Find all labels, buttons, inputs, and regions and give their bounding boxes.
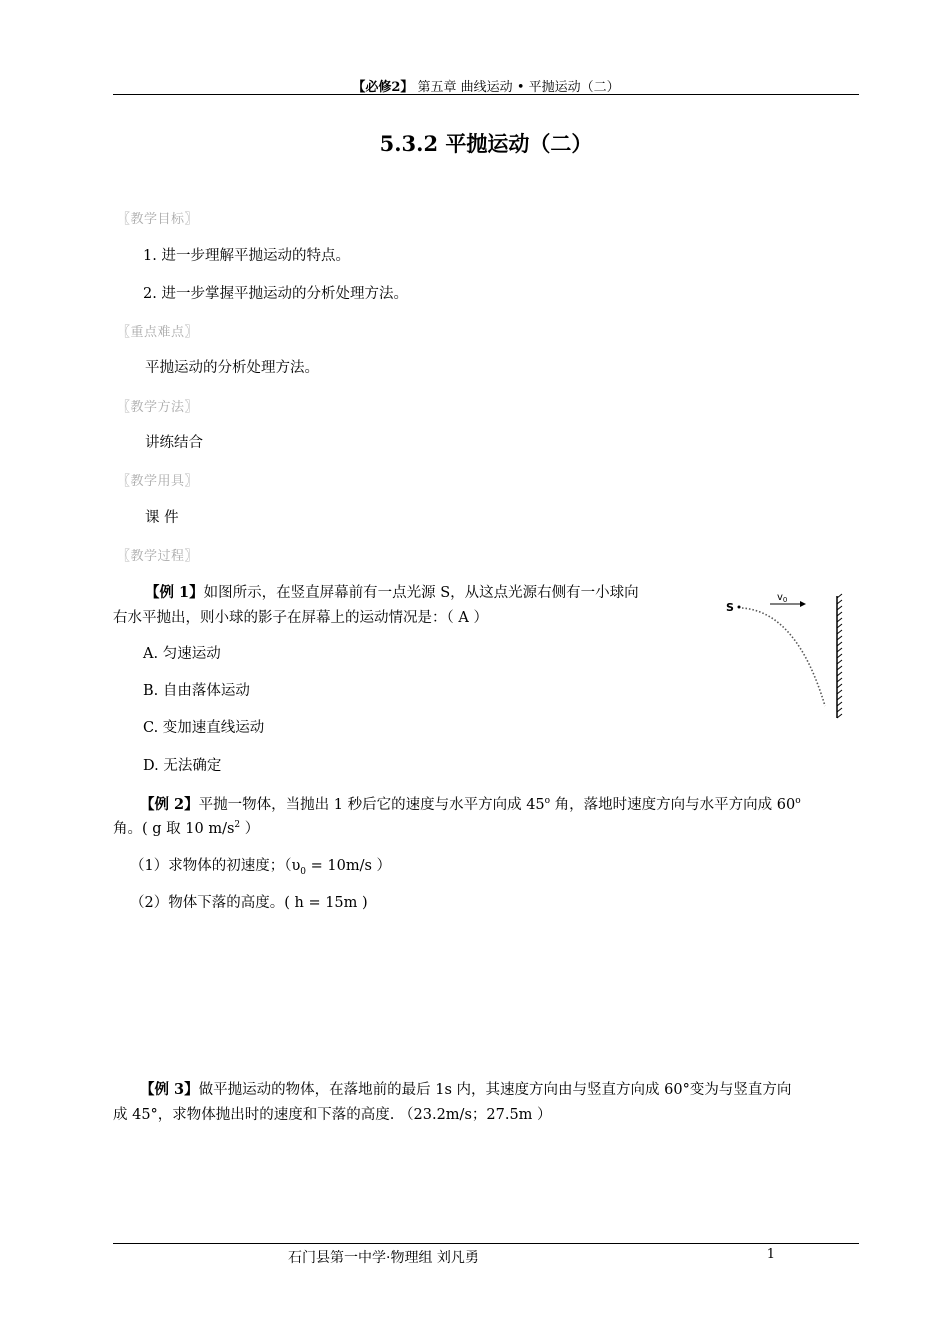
section-method: 〖教学方法〗 [117,400,199,415]
section-objectives: 〖教学目标〗 [117,212,199,227]
example1-line2: 右水平抛出，则小球的影子在屏幕上的运动情况是：（ A ） [113,610,488,626]
tools-text: 课 件 [145,510,179,526]
keypoints-text: 平抛运动的分析处理方法。 [145,360,319,376]
example2-q1-sub: 0 [300,866,307,877]
example1-text1: 如图所示，在竖直屏幕前有一点光源 S，从这点光源右侧有一小球向 [203,585,639,601]
example2-q1b: = 10m/s ） [306,858,392,874]
example3-label: 【例 3】 [140,1081,199,1098]
example1-option-a: A. 匀速运动 [143,646,221,662]
header-chapter: 第五章 曲线运动 • 平抛运动（二） [413,80,620,95]
figure-velocity-label: $v_0$ [777,592,788,604]
figure-source-label: S [726,601,734,614]
section-keypoints: 〖重点难点〗 [117,325,199,340]
example2-sup3: 2 [234,820,241,831]
example2-text1b: 角，落地时速度方向与水平方向成 60 [550,797,796,813]
example2-sup1: o [544,796,551,807]
objective-1: 1. 进一步理解平抛运动的特点。 [143,248,350,264]
header-rule [113,94,859,95]
example2-line1 [140,793,801,814]
figure-light-source [738,606,741,609]
example1-label: 【例 1】 [145,584,204,601]
example2-text1a: 平抛一物体，当抛出 1 秒后它的速度与水平方向成 45 [198,797,545,813]
example3-line2: 成 45°，求物体抛出时的速度和下落的高度. （23.2m/s；27.5m ） [113,1107,552,1123]
example3-line1 [140,1078,791,1099]
page-title: 5.3.2 平抛运动（二） [379,131,593,156]
example1-figure [722,588,852,722]
header-tag: 【必修2】 [352,80,414,95]
section-process: 〖教学过程〗 [117,549,199,564]
example2-sup2: o [795,796,801,807]
example1-option-c: C. 变加速直线运动 [143,720,265,736]
example2-label: 【例 2】 [140,796,199,813]
example2-q1a: （1）求物体的初速度；（υ [130,858,301,874]
example3-text1: 做平抛运动的物体，在落地前的最后 1s 内，其速度方向由与竖直方向成 60°变为与竖直方向 [198,1082,792,1098]
section-tools: 〖教学用具〗 [117,474,199,489]
example1-option-b: B. 自由落体运动 [143,683,250,699]
example2-question2: （2）物体下落的高度。( h = 15m ) [130,895,368,911]
page-number: 1 [766,1247,775,1262]
footer-school: 石门县第一中学·物理组 刘凡勇 [288,1250,479,1266]
example2-text2b: ） [240,821,260,837]
example2-line2 [113,817,259,838]
example1-line1 [145,581,639,602]
figure-velocity-arrowhead [800,601,806,607]
figure-trajectory [742,608,825,706]
page-header [113,76,859,95]
example2-question1 [130,854,391,877]
objective-2: 2. 进一步掌握平抛运动的分析处理方法。 [143,286,408,302]
footer-rule [113,1243,859,1244]
example1-option-d: D. 无法确定 [143,758,222,774]
method-text: 讲练结合 [145,435,203,451]
example2-text2a: 角。( g 取 10 m/s [113,821,235,837]
